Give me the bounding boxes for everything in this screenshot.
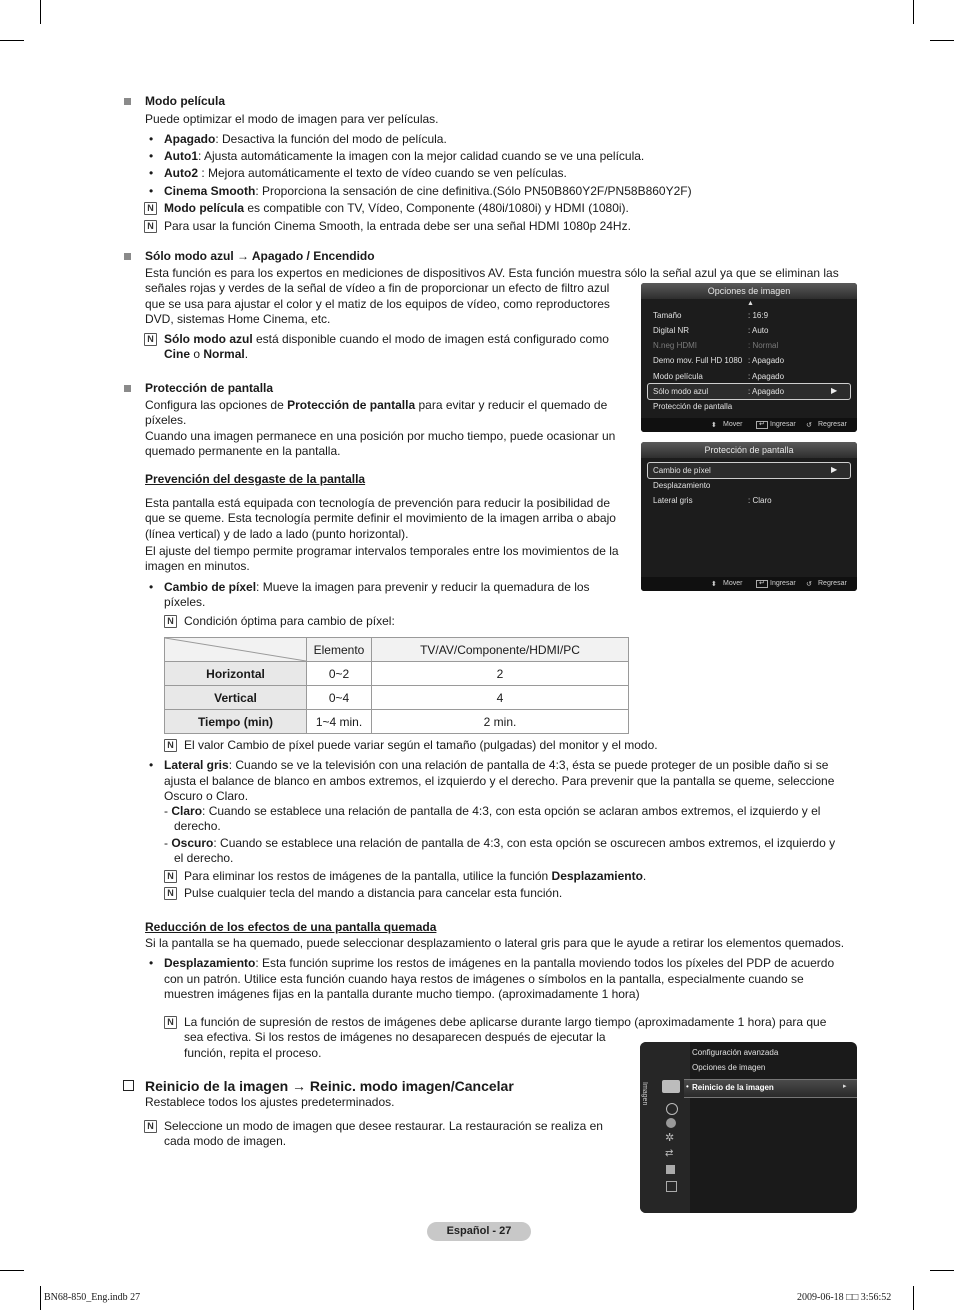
table-cell: 2 [372,662,629,686]
note-text: La función de supresión de restos de imágenes debe aplicarse durante largo tiempo (aproximadamente 1 hora) para que [184,1015,827,1029]
osd-footer [641,418,857,432]
osd-row-label: Demo mov. Full HD 1080 [653,356,743,365]
table-cell: 0~4 [307,686,372,710]
note-text: Para eliminar los restos de imágenes de la pantalla, utilice la función Desplazamiento. [184,869,647,883]
diagonal-line [165,638,306,661]
footer-move-label: Mover [723,580,743,587]
table-cell: 1~4 min. [307,710,372,734]
osd-footer [641,577,857,591]
footer-date: 2009-06-18 □□ 3:56:52 [797,1292,892,1303]
crop-mark [0,40,24,41]
note-icon: N [144,220,157,233]
paragraph-line: Si la pantalla se ha quemado, puede seleccionar desplazamiento o lateral gris para que le ayude a retirar los elementos quemados. [145,936,845,950]
move-icon: ⬍ [711,422,717,429]
osd-row-value: : 16:9 [748,311,769,320]
bullet-item: Cinema Smooth: Proporciona la sensación de cine definitiva.(Sólo PN50B860Y2F/PN58B860Y2F) [164,184,692,198]
paragraph-line: (línea vertical) y de lado a lado (punto horizontal). [145,527,409,541]
note-text: Modo película es compatible con TV, Vídeo, Componente (480i/1080i) y HDMI (1080i). [164,201,629,215]
bullet-icon: • [149,758,154,772]
table-row-label: Horizontal [165,662,307,686]
paragraph-line: que se usa para ajustar el color y el matiz de los equipos de vídeo, como reproductores [145,297,610,311]
note-text: Cine o Normal. [164,347,249,361]
table-cell: 4 [372,686,629,710]
picture-category-icon [662,1080,680,1093]
table-cell: 0~2 [307,662,372,686]
dash-item: - Oscuro: Cuando se establece una relación de pantalla de 4:3, con esta opción se oscurecen ambos extremos, el izquierdo y [164,836,836,850]
note-text: Condición óptima para cambio de píxel: [184,614,395,628]
crop-mark [40,1286,41,1310]
osd-picture-menu [640,1042,857,1213]
table-row-label: Tiempo (min) [165,710,307,734]
footer-return-label: Regresar [818,421,847,428]
note-text: El valor Cambio de píxel puede variar según el tamaño (pulgadas) del monitor y el modo. [184,738,658,752]
table-header-cell: TV/AV/Componente/HDMI/PC [372,638,629,662]
note-icon: N [144,202,157,215]
note-text: Para usar la función Cinema Smooth, la entrada debe ser una señal HDMI 1080p 24Hz. [164,219,631,233]
input-category-icon: ⇄ [665,1148,674,1159]
pixel-shift-table [164,637,629,734]
footer-move-label: Mover [723,421,743,428]
crop-mark [40,0,41,24]
osd-row-label: Protección de pantalla [653,402,733,411]
table-row [165,710,629,734]
bullet-item: píxeles. [164,595,206,609]
paragraph-line: quemado permanente en la pantalla. [145,444,341,458]
subsection-title: Reducción de los efectos de una pantalla quemada [145,920,437,934]
osd-row-label: Tamaño [653,311,682,320]
note-text: Sólo modo azul está disponible cuando el modo de imagen está configurado como [164,332,609,346]
crop-mark [913,0,914,24]
bullet-icon: • [149,166,154,180]
bullet-icon: • [686,1082,689,1091]
crop-mark [930,40,954,41]
table-corner-cell [165,638,307,662]
osd-row-label: Lateral gris [653,496,693,505]
channel-category-icon [666,1118,676,1128]
sound-category-icon [666,1103,678,1115]
enter-icon: ↵ [756,421,768,429]
table-cell: 2 min. [372,710,629,734]
osd-row-label: Cambio de píxel [653,466,711,475]
footer-enter-label: Ingresar [770,421,796,428]
checkbox-square-icon [123,1080,134,1091]
osd-menu-item-selected: Reinicio de la imagen [692,1083,774,1092]
paragraph-line: píxeles. [145,413,187,427]
section-desc: Puede optimizar el modo de imagen para ver películas. [145,112,439,126]
note-text: sea efectiva. Si los restos de imágenes no desaparecen después de ejecutar la [184,1030,606,1044]
paragraph-line: señales rojas y verdes de la señal de vídeo a fin de proporcionar un efecto de filtro azul [145,281,610,295]
table-header-cell: Elemento [307,638,372,662]
table-row [165,662,629,686]
return-icon: ↺ [806,581,812,588]
section-title: Protección de pantalla [145,381,274,395]
osd-picture-options [641,283,857,432]
osd-row-value: : Apagado [748,356,785,365]
subsection-title: Prevención del desgaste de la pantalla [145,472,366,486]
bullet-item: Cambio de píxel: Mueve la imagen para prevenir y reducir la quemadura de los [164,580,590,594]
paragraph-line: DVD, sistemas Home Cinema, etc. [145,312,331,326]
paragraph-line: El ajuste del tiempo permite programar intervalos temporales entre los movimientos de la [145,544,619,558]
bullet-item: muestren imágenes fijas en la pantalla durante mucho tiempo. (aproximadamente 1 hora) [164,987,640,1001]
bullet-icon: • [149,580,154,594]
osd-row-label: Sólo modo azul [653,387,709,396]
return-icon: ↺ [806,422,812,429]
arrow-right-icon: ▶ [831,386,838,395]
osd-row-value: : Auto [748,326,769,335]
arrow-right-icon: ▶ [831,465,838,474]
note-icon: N [164,615,177,628]
osd-row-label: Modo película [653,372,703,381]
dash-item: el derecho. [174,851,234,865]
bullet-item: Apagado: Desactiva la función del modo de película. [164,132,447,146]
note-icon: N [164,870,177,883]
crop-mark [0,1270,24,1271]
bullet-item: Lateral gris: Cuando se ve la televisión con una relación de pantalla de 4:3, ésta se puede proteger de un posible daño si se [164,758,829,772]
bullet-icon: • [149,149,154,163]
footer-enter-label: Ingresar [770,580,796,587]
bullet-icon: • [149,956,154,970]
osd-title: Protección de pantalla [641,442,857,458]
note-text: cada modo de imagen. [164,1134,287,1148]
osd-row-value: : Normal [748,341,779,350]
note-icon: N [164,1016,177,1029]
note-text: Seleccione un modo de imagen que desee restaurar. La restauración se realiza en [164,1119,603,1133]
bullet-icon: • [149,184,154,198]
bullet-item: Auto1: Ajusta automáticamente la imagen con la mejor calidad cuando se ve una película. [164,149,645,163]
paragraph-line: Configura las opciones de Protección de pantalla para evitar y reducir el quemado de [145,398,608,412]
osd-screen-protection [641,442,857,591]
bullet-icon: • [149,132,154,146]
footer-return-label: Regresar [818,580,847,587]
bullet-item: ajusta el balance de blanco en ambos extremos, el izquierdo y el derecho. Para prevenir que la pantalla se queme, seleccione [164,774,835,788]
osd-row-label: Digital NR [653,326,690,335]
dash-item: derecho. [174,819,221,833]
table-row-label: Vertical [165,686,307,710]
section-square-icon [124,98,131,105]
move-icon: ⬍ [711,581,717,588]
crop-mark [913,1286,914,1310]
section-title: Sólo modo azul → Apagado / Encendido [145,249,375,263]
osd-side-label: Imagen [641,1082,648,1106]
bullet-item: Oscuro o Claro. [164,789,249,803]
osd-title: Opciones de imagen [641,283,857,299]
enter-icon: ↵ [756,580,768,588]
section-heading: Reinicio de la imagen → Reinic. modo imagen/Cancelar [145,1078,514,1094]
paragraph-line: Esta función es para los expertos en mediciones de dispositivos AV. Esta función muestra sólo la señal azul ya que se eliminan las [145,266,839,280]
footer-file: BN68-850_Eng.indb 27 [44,1292,141,1303]
scroll-up-icon: ▲ [747,300,754,307]
section-desc: Restablece todos los ajustes predeterminados. [145,1095,395,1109]
paragraph-line: imagen en minutos. [145,559,250,573]
support-category-icon [666,1181,677,1192]
paragraph-line: Esta pantalla está equipada con tecnología de prevención para reducir la posibilidad de [145,496,610,510]
section-square-icon [124,385,131,392]
paragraph-line: que se queme. Esta tecnología permite definir el movimiento de la imagen arriba o abajo [145,511,616,525]
bullet-item: Auto2 : Mejora automáticamente el texto de vídeo cuando se ven películas. [164,166,567,180]
osd-menu-item[interactable]: Configuración avanzada [692,1048,779,1057]
note-icon: N [144,333,157,346]
arrow-right-icon: ▸ [843,1083,847,1090]
app-category-icon [666,1165,675,1174]
note-text: función, repita el proceso. [184,1046,322,1060]
bullet-item: con un patrón. Utilice esta función cuando haya restos de imágenes o símbolos en la pantalla, especialmente cuando se [164,972,804,986]
dash-item: - Claro: Cuando se establece una relación de pantalla de 4:3, con esta opción se aclaran ambos extremos, el izquierdo y el [164,804,821,818]
crop-mark [930,1270,954,1271]
note-icon: N [164,887,177,900]
paragraph-line: Cuando una imagen permanece en una posición por mucho tiempo, puede ocasionar un [145,429,616,443]
osd-row-label: N.neg HDMI [653,341,698,350]
osd-left-panel [640,1042,690,1213]
setup-category-icon: ✲ [665,1132,675,1144]
table-row [165,686,629,710]
note-text: Pulse cualquier tecla del mando a distancia para cancelar esta función. [184,886,563,900]
section-square-icon [124,253,131,260]
bullet-item: Desplazamiento: Esta función suprime los restos de imágenes en la pantalla moviendo todos los píxeles del PDP de acuerdo [164,956,835,970]
osd-menu-item[interactable]: Opciones de imagen [692,1063,766,1072]
osd-row-value: : Apagado [748,387,785,396]
note-icon: N [144,1120,157,1133]
note-icon: N [164,739,177,752]
section-title: Modo película [145,94,226,108]
osd-row-value: : Apagado [748,372,785,381]
page-number-badge: Español - 27 [427,1222,531,1241]
osd-row-value: : Claro [748,496,772,505]
osd-row-label: Desplazamiento [653,481,711,490]
